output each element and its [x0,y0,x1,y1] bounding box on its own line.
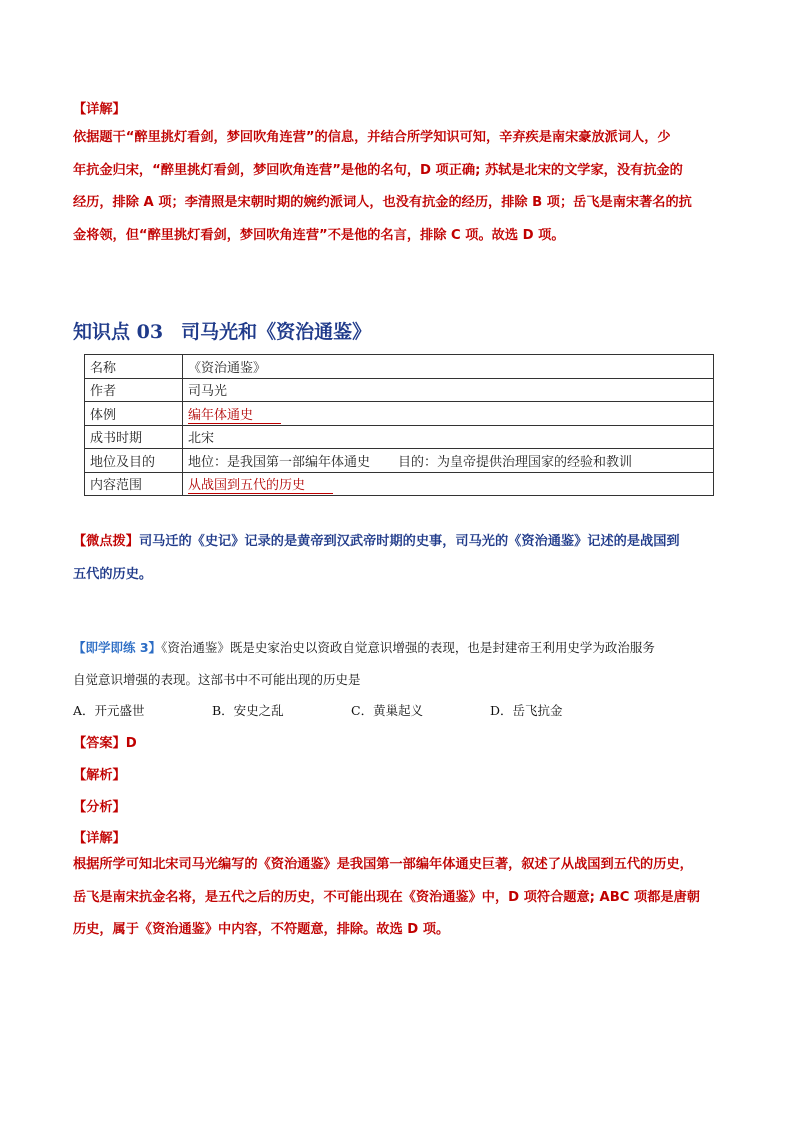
tip-line [73,526,723,559]
tip-line: 五代的历史。 [73,566,153,582]
table-key: 作者 [85,378,183,402]
exercise-question-text: 《资治通鉴》既是史家治史以资政自觉意识增强的表现，也是封建帝王利用史学为政治服务 [161,640,655,655]
info-table [84,354,714,496]
detail-line: 岳飞是南宋抗金名将，是五代之后的历史，不可能出现在《资治通鉴》中，D 项符合题意; ABC 项都是唐朝 [73,889,700,905]
option-a[interactable]: A．开元盛世 [73,703,145,718]
detail-line: 根据所学可知北宋司马光编写的《资治通鉴》是我国第一部编年体通史巨著，叙述了从战国到五代的历史， [73,857,693,872]
detail-line: 金将领，但“醉里挑灯看剑，梦回吹角连营”不是他的名言，排除 C 项。故选 D 项。 [73,227,565,243]
table-row [85,449,714,473]
exercise-detail-paragraph [73,849,723,947]
section-heading [73,317,371,344]
exercise-label: 【即学即练 3】 [73,640,162,655]
table-value [183,449,714,473]
status-text: 地位：是我国第一部编年体通史 [188,454,371,470]
table-value [183,402,714,426]
answer-value: D [125,736,137,751]
tip-label: 【微点拨】 [73,534,139,549]
fenxi-label: 【分析】 [73,800,126,815]
exercise-options [73,701,629,719]
table-key: 体例 [85,402,183,426]
table-row [85,425,714,449]
purpose-text: 目的：为皇帝提供治理国家的经验和教训 [398,454,633,470]
answer-label: 【答案】 [73,736,126,751]
detail-label-2: 【详解】 [73,831,126,846]
table-key: 成书时期 [85,425,183,449]
option-d[interactable]: D．岳飞抗金 [490,703,563,718]
underlined-answer: 编年体通史 [188,408,281,424]
table-row [85,472,714,496]
option-c[interactable]: C．黄巢起义 [351,703,424,718]
tip-text: 司马迁的《史记》记录的是黄帝到汉武帝时期的史事，司马光的《资治通鉴》记述的是战国到 [138,534,680,549]
table-key: 内容范围 [85,472,183,496]
table-value: 北宋 [183,425,714,449]
table-value: 《资治通鉴》 [183,355,714,379]
tip-paragraph [73,526,723,591]
exercise-question-line [73,638,655,656]
detail-paragraph [73,122,723,252]
detail-line: 依据题干“醉里挑灯看剑，梦回吹角连营”的信息，并结合所学知识可知，辛弃疾是南宋豪放派词人，少 [73,130,671,145]
exercise-question-line: 自觉意识增强的表现。这部书中不可能出现的历史是 [73,672,361,687]
answer-row [73,732,137,751]
table-value: 司马光 [183,378,714,402]
analysis-label: 【解析】 [73,768,126,783]
table-value [183,472,714,496]
section-number: 知识点 03 [73,321,164,343]
detail-line: 年抗金归宋，“醉里挑灯看剑，梦回吹角连营”是他的名句，D 项正确; 苏轼是北宋的文学家，没有抗金的 [73,162,683,178]
option-b[interactable]: B．安史之乱 [212,703,284,718]
detail-label: 【详解】 [73,102,126,117]
table-row [85,402,714,426]
table-key: 名称 [85,355,183,379]
detail-line: 历史，属于《资治通鉴》中内容，不符题意，排除。故选 D 项。 [73,922,450,937]
detail-line: 经历，排除 A 项；李清照是宋朝时期的婉约派词人，也没有抗金的经历，排除 B 项；岳飞是南宋著名的抗 [73,195,692,210]
section-title: 司马光和《资治通鉴》 [181,321,372,343]
table-row [85,355,714,379]
underlined-answer: 从战国到五代的历史 [188,478,333,494]
table-key: 地位及目的 [85,449,183,473]
table-row [85,378,714,402]
